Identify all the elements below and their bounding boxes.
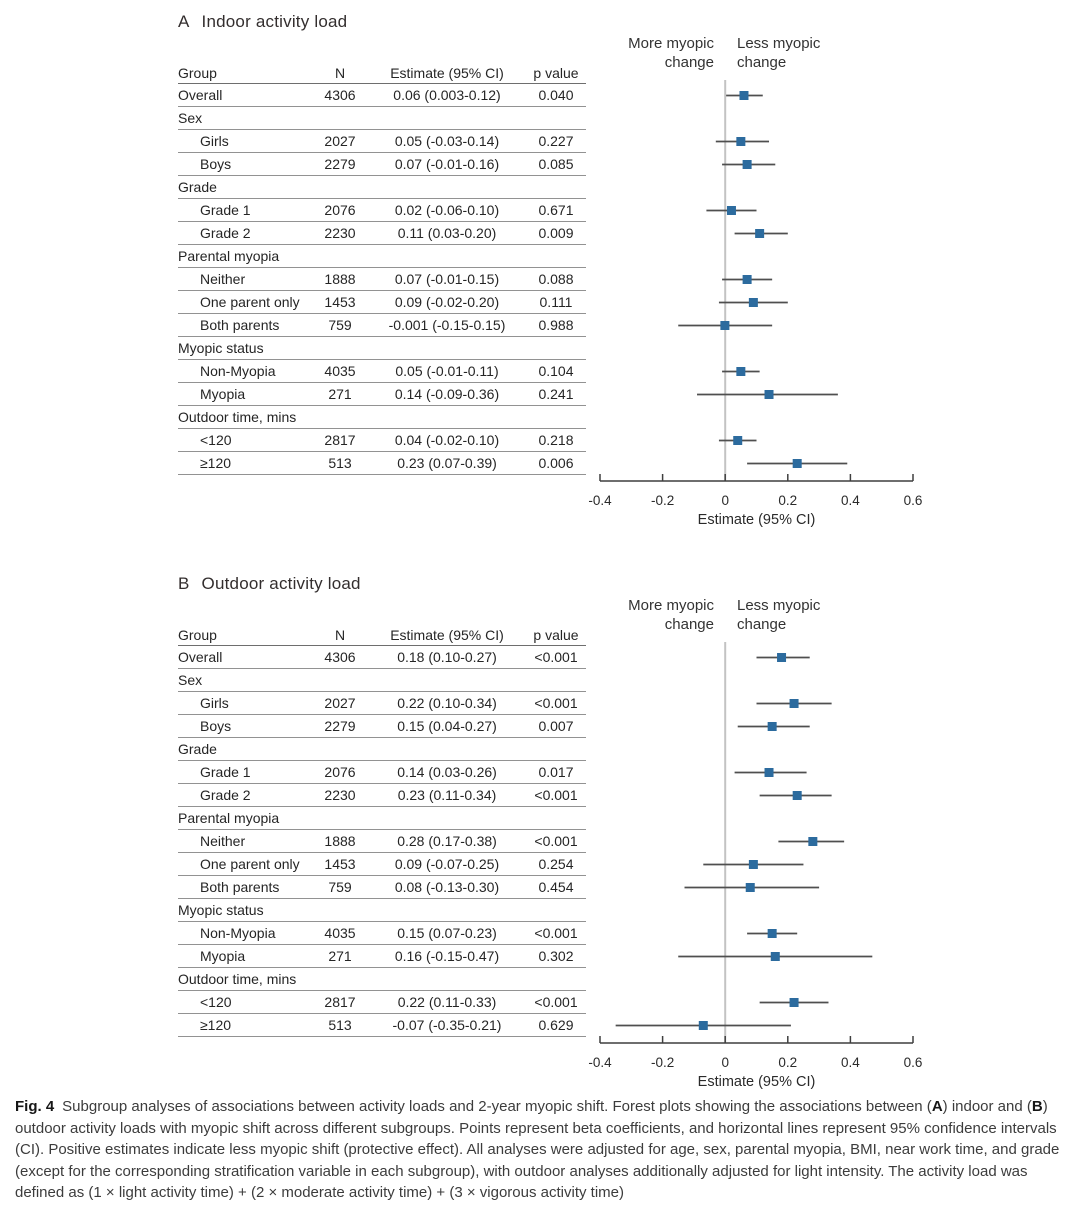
forest-row: [747, 929, 797, 938]
point-estimate-marker: [727, 206, 736, 215]
group-label: Myopia: [200, 948, 246, 964]
estimate-value: 0.05 (-0.03-0.14): [394, 133, 500, 149]
estimate-value: -0.001 (-0.15-0.15): [388, 317, 506, 333]
table-row: [178, 314, 586, 337]
forest-row: [678, 952, 872, 961]
n-value: 1453: [324, 856, 356, 872]
x-tick-label: -0.4: [588, 493, 612, 508]
group-label: Sex: [178, 110, 203, 126]
estimate-value: 0.23 (0.07-0.39): [397, 455, 497, 471]
estimate-value: 0.05 (-0.01-0.11): [395, 363, 499, 379]
p-value: 0.241: [538, 386, 574, 402]
p-value: <0.001: [534, 695, 578, 711]
group-label: Parental myopia: [178, 248, 280, 264]
table-row: [178, 761, 586, 784]
table-section-row: [178, 176, 586, 199]
subgroup-table-outdoor: [178, 622, 586, 1037]
p-value: 0.104: [538, 363, 574, 379]
table-section-row: [178, 406, 586, 429]
group-label: One parent only: [200, 294, 300, 310]
estimate-value: 0.15 (0.07-0.23): [397, 925, 497, 941]
forest-row: [722, 275, 772, 284]
table-body: [178, 84, 586, 475]
point-estimate-marker: [793, 791, 802, 800]
p-value: <0.001: [534, 994, 578, 1010]
panel-title-outdoor: [178, 574, 361, 594]
n-value: 2230: [324, 225, 356, 241]
direction-label-less-myopic: Less myopic change: [737, 597, 821, 633]
x-tick-label: 0.6: [903, 1055, 923, 1070]
panel-outdoor: [0, 574, 1080, 1114]
table-row: [178, 429, 586, 452]
table-row: [178, 991, 586, 1014]
point-estimate-marker: [765, 768, 774, 777]
figure-caption-text: Subgroup analyses of associations between activity loads and 2-year myopic shift. Forest plots showing the associations between (A) indoor and (B) outdoor activity loads with myopic shift across different subgroups. Points represent beta coefficients, and horizontal lines represent 95% confidence intervals (CI). Positive estimates indicate less myopic shift (protective effect). All analyses were adjusted for age, sex, parental myopia, BMI, near work time, and grade (except for the corresponding stratification variable in each subgroup), with outdoor analyses additionally adjusted for light intensity. The activity load was defined as (1 × light activity time) + (2 × moderate activity time) + (3 × vigorous activity time): [15, 1098, 1060, 1201]
group-label: Grade 1: [200, 764, 251, 780]
group-label: Myopic status: [178, 340, 264, 356]
group-label: Grade 2: [200, 787, 251, 803]
estimate-value: 0.07 (-0.01-0.15): [394, 271, 500, 287]
point-estimate-marker: [736, 137, 745, 146]
forest-row: [738, 722, 810, 731]
col-header-n: N: [334, 65, 346, 81]
n-value: 4035: [324, 363, 356, 379]
p-value: 0.009: [538, 225, 574, 241]
panel-title-text: Outdoor activity load: [201, 574, 361, 593]
forest-row: [706, 206, 756, 215]
n-value: 4035: [324, 925, 356, 941]
table-row: [178, 784, 586, 807]
p-value: 0.454: [538, 879, 574, 895]
group-label: Grade: [178, 179, 217, 195]
table-header: [178, 60, 586, 84]
n-value: 513: [328, 1017, 352, 1033]
n-value: 2817: [324, 994, 356, 1010]
table-section-row: [178, 807, 586, 830]
estimate-value: 0.28 (0.17-0.38): [397, 833, 497, 849]
p-value: <0.001: [534, 649, 578, 665]
table-row: [178, 922, 586, 945]
table-row: [178, 153, 586, 176]
p-value: 0.040: [538, 87, 574, 103]
table-section-row: [178, 968, 586, 991]
group-label: ≥120: [200, 1017, 232, 1033]
col-header-group: Group: [178, 65, 217, 81]
estimate-value: 0.09 (-0.02-0.20): [394, 294, 500, 310]
forest-row: [760, 791, 832, 800]
forest-row: [722, 367, 760, 376]
group-label: Non-Myopia: [200, 925, 276, 941]
n-value: 271: [328, 948, 352, 964]
n-value: 2279: [324, 718, 356, 734]
group-label: Both parents: [200, 317, 280, 333]
point-estimate-marker: [720, 321, 729, 330]
estimate-value: 0.18 (0.10-0.27): [397, 649, 497, 665]
n-value: 4306: [324, 649, 356, 665]
forest-row: [697, 390, 838, 399]
estimate-value: 0.14 (-0.09-0.36): [394, 386, 500, 402]
point-estimate-marker: [808, 837, 817, 846]
x-tick-label: 0.4: [841, 1055, 860, 1070]
col-header-pvalue: p value: [533, 65, 579, 81]
group-label: Both parents: [200, 879, 280, 895]
col-header-estimate: Estimate (95% CI): [390, 65, 504, 81]
forest-row: [735, 229, 788, 238]
estimate-value: 0.04 (-0.02-0.10): [394, 432, 500, 448]
x-tick-label: 0.6: [903, 493, 923, 508]
table-row: [178, 1014, 586, 1037]
table-row: [178, 268, 586, 291]
p-value: 0.227: [538, 133, 574, 149]
estimate-value: 0.07 (-0.01-0.16): [394, 156, 500, 172]
point-estimate-marker: [749, 860, 758, 869]
x-axis-label: Estimate (95% CI): [697, 512, 816, 528]
p-value: <0.001: [534, 833, 578, 849]
panel-indoor: [0, 12, 1080, 552]
col-header-n: N: [334, 627, 346, 643]
forest-row: [735, 768, 807, 777]
x-tick-label: 0: [721, 1055, 729, 1070]
point-estimate-marker: [733, 436, 742, 445]
subgroup-table-indoor: [178, 60, 586, 475]
table-row: [178, 692, 586, 715]
p-value: 0.254: [538, 856, 574, 872]
n-value: 759: [328, 317, 352, 333]
group-label: Overall: [178, 649, 223, 665]
panel-letter: A: [178, 12, 190, 31]
group-label: Parental myopia: [178, 810, 280, 826]
table-section-row: [178, 738, 586, 761]
table-body: [178, 646, 586, 1037]
p-value: 0.671: [538, 202, 574, 218]
forest-row: [757, 699, 832, 708]
p-value: 0.302: [538, 948, 574, 964]
n-value: 2076: [324, 764, 356, 780]
group-label: Sex: [178, 672, 203, 688]
n-value: 271: [328, 386, 352, 402]
x-tick-label: 0: [721, 493, 729, 508]
n-value: 1888: [324, 833, 356, 849]
table-row: [178, 222, 586, 245]
table-section-row: [178, 899, 586, 922]
group-label: Boys: [200, 718, 232, 734]
direction-label-more-myopic: More myopic change: [628, 597, 714, 633]
n-value: 2076: [324, 202, 356, 218]
table-row: [178, 715, 586, 738]
x-tick-label: 0.2: [778, 493, 798, 508]
n-value: 2230: [324, 787, 356, 803]
n-value: 2027: [324, 695, 356, 711]
direction-label-less-myopic: Less myopic change: [737, 35, 821, 71]
group-label: Neither: [200, 833, 246, 849]
table-row: [178, 945, 586, 968]
n-value: 1888: [324, 271, 356, 287]
table-row: [178, 646, 586, 669]
group-label: Non-Myopia: [200, 363, 276, 379]
x-tick-label: -0.2: [650, 1055, 675, 1070]
estimate-value: -0.07 (-0.35-0.21): [392, 1017, 502, 1033]
forest-row: [719, 298, 788, 307]
forest-row: [703, 860, 803, 869]
point-estimate-marker: [790, 699, 799, 708]
table-section-row: [178, 337, 586, 360]
estimate-value: 0.09 (-0.07-0.25): [394, 856, 500, 872]
forest-row: [616, 1021, 791, 1030]
group-label: Myopic status: [178, 902, 264, 918]
p-value: 0.017: [538, 764, 574, 780]
p-value: 0.988: [538, 317, 574, 333]
table-header: [178, 622, 586, 646]
forest-row: [726, 91, 763, 100]
estimate-value: 0.06 (0.003-0.12): [393, 87, 501, 103]
table-row: [178, 876, 586, 899]
point-estimate-marker: [765, 390, 774, 399]
p-value: 0.088: [538, 271, 574, 287]
point-estimate-marker: [743, 160, 752, 169]
point-estimate-marker: [755, 229, 764, 238]
point-estimate-marker: [739, 91, 748, 100]
point-estimate-marker: [746, 883, 755, 892]
point-estimate-marker: [790, 998, 799, 1007]
forest-row: [722, 160, 775, 169]
estimate-value: 0.14 (0.03-0.26): [397, 764, 497, 780]
n-value: 1453: [324, 294, 356, 310]
n-value: 2817: [324, 432, 356, 448]
point-estimate-marker: [768, 722, 777, 731]
point-estimate-marker: [736, 367, 745, 376]
panel-title-indoor: [178, 12, 347, 32]
point-estimate-marker: [793, 459, 802, 468]
table-row: [178, 360, 586, 383]
p-value: 0.629: [538, 1017, 574, 1033]
estimate-value: 0.16 (-0.15-0.47): [394, 948, 500, 964]
group-label: Myopia: [200, 386, 246, 402]
n-value: 759: [328, 879, 352, 895]
estimate-value: 0.23 (0.11-0.34): [397, 787, 497, 803]
group-label: Neither: [200, 271, 246, 287]
point-estimate-marker: [749, 298, 758, 307]
table-row: [178, 452, 586, 475]
x-tick-label: 0.2: [778, 1055, 798, 1070]
estimate-value: 0.15 (0.04-0.27): [397, 718, 497, 734]
col-header-pvalue: p value: [533, 627, 579, 643]
group-label: <120: [200, 994, 232, 1010]
table-row: [178, 130, 586, 153]
forest-row: [747, 459, 847, 468]
group-label: Outdoor time, mins: [178, 971, 297, 987]
table-row: [178, 84, 586, 107]
group-label: Grade 2: [200, 225, 251, 241]
estimate-value: 0.11 (0.03-0.20): [397, 225, 497, 241]
forest-row: [760, 998, 829, 1007]
table-row: [178, 853, 586, 876]
p-value: 0.007: [538, 718, 574, 734]
group-label: Outdoor time, mins: [178, 409, 297, 425]
p-value: <0.001: [534, 925, 578, 941]
p-value: <0.001: [534, 787, 578, 803]
point-estimate-marker: [768, 929, 777, 938]
figure-caption: [15, 1096, 1067, 1204]
forest-row: [719, 436, 757, 445]
x-tick-label: -0.2: [650, 493, 675, 508]
table-section-row: [178, 245, 586, 268]
group-label: Grade: [178, 741, 217, 757]
n-value: 4306: [324, 87, 356, 103]
panel-title-text: Indoor activity load: [201, 12, 348, 31]
group-label: Overall: [178, 87, 223, 103]
estimate-value: 0.08 (-0.13-0.30): [394, 879, 500, 895]
p-value: 0.218: [538, 432, 574, 448]
direction-label-more-myopic: More myopic change: [628, 35, 714, 71]
n-value: 2279: [324, 156, 356, 172]
n-value: 2027: [324, 133, 356, 149]
table-row: [178, 291, 586, 314]
p-value: 0.085: [538, 156, 574, 172]
n-value: 513: [328, 455, 352, 471]
group-label: One parent only: [200, 856, 300, 872]
x-tick-label: -0.4: [588, 1055, 612, 1070]
group-label: Girls: [200, 695, 229, 711]
forest-row: [678, 321, 772, 330]
forest-row: [778, 837, 844, 846]
point-estimate-marker: [743, 275, 752, 284]
group-label: ≥120: [200, 455, 232, 471]
x-tick-label: 0.4: [841, 493, 860, 508]
x-axis-label: Estimate (95% CI): [697, 1074, 816, 1090]
estimate-value: 0.22 (0.10-0.34): [397, 695, 497, 711]
table-section-row: [178, 107, 586, 130]
col-header-group: Group: [178, 627, 217, 643]
group-label: Grade 1: [200, 202, 251, 218]
p-value: 0.006: [538, 455, 574, 471]
col-header-estimate: Estimate (95% CI): [390, 627, 504, 643]
figure-label: Fig. 4: [15, 1098, 55, 1115]
panel-letter: B: [178, 574, 190, 593]
forest-row: [685, 883, 820, 892]
group-label: Girls: [200, 133, 229, 149]
forest-row: [716, 137, 769, 146]
table-row: [178, 383, 586, 406]
estimate-value: 0.02 (-0.06-0.10): [394, 202, 500, 218]
point-estimate-marker: [699, 1021, 708, 1030]
point-estimate-marker: [771, 952, 780, 961]
estimate-value: 0.22 (0.11-0.33): [397, 994, 497, 1010]
p-value: 0.111: [539, 294, 573, 310]
group-label: <120: [200, 432, 232, 448]
group-label: Boys: [200, 156, 232, 172]
point-estimate-marker: [777, 653, 786, 662]
forest-row: [757, 653, 810, 662]
table-row: [178, 830, 586, 853]
table-row: [178, 199, 586, 222]
table-section-row: [178, 669, 586, 692]
